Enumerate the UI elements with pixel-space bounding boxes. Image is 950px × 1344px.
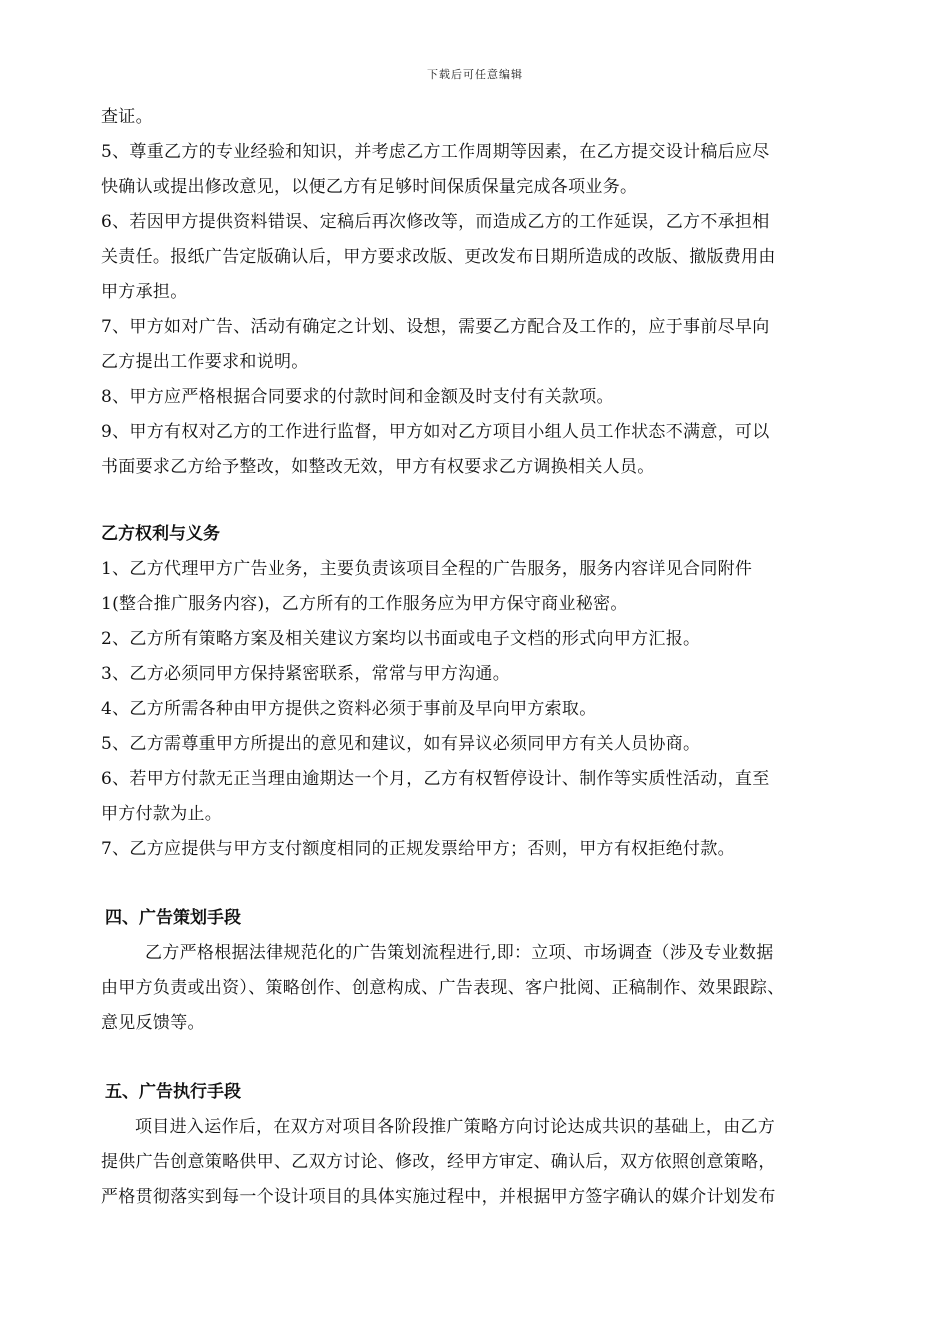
text-line: 查证。: [101, 107, 153, 127]
text-line: 甲方付款为止。: [101, 804, 223, 824]
section-4: [101, 901, 861, 1041]
text-line: 6、若甲方付款无正当理由逾期达一个月，乙方有权暂停设计、制作等实质性活动，直至: [101, 769, 770, 789]
text-line: 9、甲方有权对乙方的工作进行监督，甲方如对乙方项目小组人员工作状态不满意，可以: [101, 422, 770, 442]
section-heading: 乙方权利与义务: [101, 524, 220, 544]
text-line: 提供广告创意策略供甲、乙双方讨论、修改，经甲方审定、确认后，双方依照创意策略，: [101, 1152, 776, 1172]
text-line: 6、若因甲方提供资料错误、定稿后再次修改等，而造成乙方的工作延误，乙方不承担相: [101, 212, 770, 232]
text-line: 意见反馈等。: [101, 1013, 205, 1033]
text-line: 书面要求乙方给予整改，如整改无效，甲方有权要求乙方调换相关人员。: [101, 457, 655, 477]
section-spacer: [101, 485, 861, 517]
document-body: [101, 100, 861, 1215]
party-b-section: [101, 517, 861, 867]
text-line: 1(整合推广服务内容)，乙方所有的工作服务应为甲方保守商业秘密。: [101, 594, 628, 614]
text-line: 5、乙方需尊重甲方所提出的意见和建议，如有异议必须同甲方有关人员协商。: [101, 734, 701, 754]
text-line: 严格贯彻落实到每一个设计项目的具体实施过程中，并根据甲方签字确认的媒介计划发布: [101, 1187, 776, 1207]
text-line: 4、乙方所需各种由甲方提供之资料必须于事前及早向甲方索取。: [101, 699, 597, 719]
text-line: 项目进入运作后，在双方对项目各阶段推广策略方向讨论达成共识的基础上，由乙方: [135, 1117, 776, 1137]
section-spacer: [101, 1041, 861, 1075]
section-5: [101, 1075, 861, 1215]
text-line: 乙方提出工作要求和说明。: [101, 352, 309, 372]
party-a-clauses: [101, 100, 861, 485]
text-line: 7、乙方应提供与甲方支付额度相同的正规发票给甲方；否则，甲方有权拒绝付款。: [101, 839, 735, 859]
text-line: 2、乙方所有策略方案及相关建议方案均以书面或电子文档的形式向甲方汇报。: [101, 629, 701, 649]
text-line: 关责任。报纸广告定版确认后，甲方要求改版、更改发布日期所造成的改版、撤版费用由: [101, 247, 776, 267]
text-line: 快确认或提出修改意见，以便乙方有足够时间保质保量完成各项业务。: [101, 177, 638, 197]
text-line: 由甲方负责或出资）、策略创作、创意构成、广告表现、客户批阅、正稿制作、效果跟踪、: [101, 978, 785, 998]
text-line: 8、甲方应严格根据合同要求的付款时间和金额及时支付有关款项。: [101, 387, 614, 407]
text-line: 7、甲方如对广告、活动有确定之计划、设想，需要乙方配合及工作的，应于事前尽早向: [101, 317, 770, 337]
text-line: 1、乙方代理甲方广告业务，主要负责该项目全程的广告服务，服务内容详见合同附件: [101, 559, 753, 579]
section-heading: 五、广告执行手段: [105, 1082, 241, 1102]
text-line: 乙方严格根据法律规范化的广告策划流程进行,即：立项、市场调查（涉及专业数据: [145, 943, 774, 963]
text-line: 甲方承担。: [101, 282, 188, 302]
page-header: 下载后可任意编辑: [427, 68, 523, 81]
text-line: 5、尊重乙方的专业经验和知识，并考虑乙方工作周期等因素，在乙方提交设计稿后应尽: [101, 142, 770, 162]
section-heading: 四、广告策划手段: [105, 908, 241, 928]
section-spacer: [101, 867, 861, 901]
text-line: 3、乙方必须同甲方保持紧密联系，常常与甲方沟通。: [101, 664, 511, 684]
